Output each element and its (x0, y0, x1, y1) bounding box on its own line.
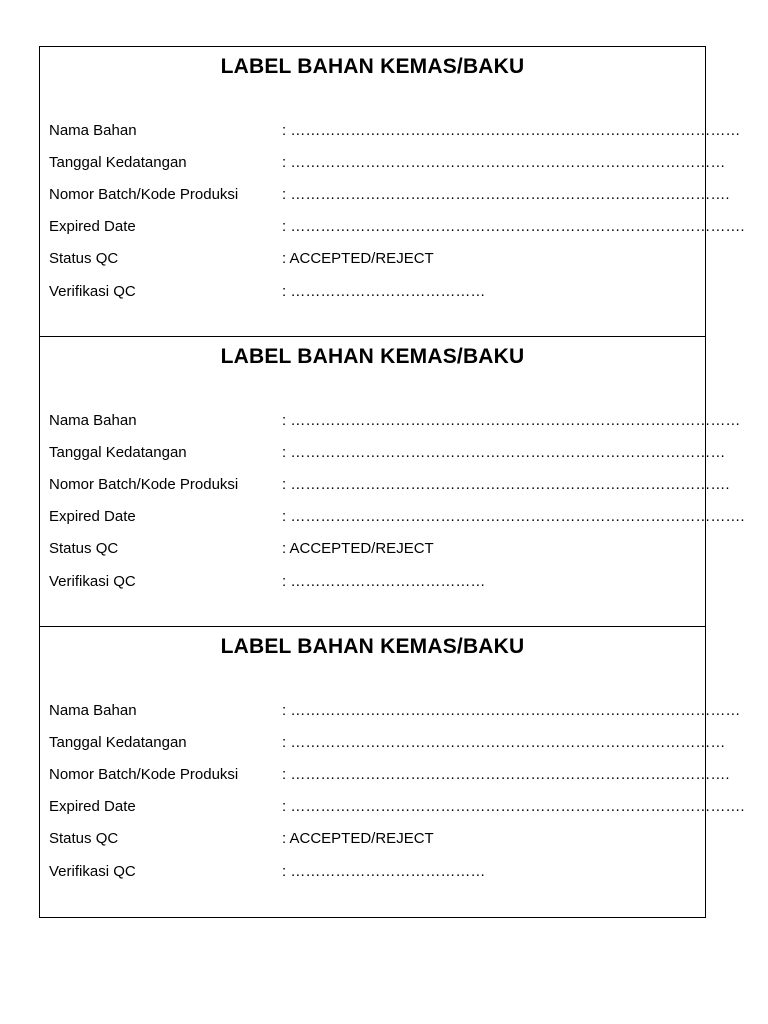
field-label: Status QC (49, 250, 119, 267)
field-label: Status QC (49, 540, 119, 557)
field-label: Status QC (49, 830, 119, 847)
field-label: Nomor Batch/Kode Produksi (49, 766, 239, 783)
field-value: : ACCEPTED/REJECT (282, 250, 434, 267)
field-label: Nama Bahan (49, 122, 137, 139)
field-row-tanggal-kedatangan (49, 442, 726, 464)
field-value: : ……………………………………………………………………………… (282, 122, 741, 139)
field-value: : ………………………………… (282, 283, 486, 300)
label-title: LABEL BAHAN KEMAS/BAKU (220, 635, 525, 658)
field-label: Nama Bahan (49, 702, 137, 719)
field-value: : ACCEPTED/REJECT (282, 830, 434, 847)
field-label: Verifikasi QC (49, 573, 136, 590)
field-label: Expired Date (49, 218, 136, 235)
field-row-tanggal-kedatangan (49, 152, 726, 174)
field-row-tanggal-kedatangan (49, 732, 726, 754)
field-value: : ……………………………………………………………………………… (282, 412, 741, 429)
field-row-expired-date (49, 506, 745, 528)
label-card (40, 627, 745, 917)
field-row-verifikasi-qc (49, 571, 695, 593)
field-value: : ……………………………………………………………………………. (282, 186, 730, 203)
field-row-nama-bahan (49, 410, 741, 432)
field-row-nomor-batch (49, 474, 730, 496)
label-card (40, 47, 745, 337)
field-row-status-qc (49, 538, 695, 560)
field-label: Nama Bahan (49, 412, 137, 429)
field-row-verifikasi-qc (49, 861, 695, 883)
field-value: : ……………………………………………………………………………. (282, 766, 730, 783)
field-label: Tanggal Kedatangan (49, 444, 187, 461)
field-value: : ………………………………… (282, 863, 486, 880)
field-label: Tanggal Kedatangan (49, 154, 187, 171)
field-label: Verifikasi QC (49, 863, 136, 880)
label-title: LABEL BAHAN KEMAS/BAKU (220, 55, 525, 78)
field-label: Verifikasi QC (49, 283, 136, 300)
field-row-status-qc (49, 248, 695, 270)
field-label: Nomor Batch/Kode Produksi (49, 476, 239, 493)
field-value: : …………………………………………………………………………… (282, 444, 726, 461)
field-row-expired-date (49, 796, 745, 818)
label-title: LABEL BAHAN KEMAS/BAKU (220, 345, 525, 368)
field-row-expired-date (49, 216, 745, 238)
label-sheet (39, 46, 745, 918)
field-row-nomor-batch (49, 764, 730, 786)
field-label: Expired Date (49, 798, 136, 815)
field-label: Tanggal Kedatangan (49, 734, 187, 751)
field-row-nama-bahan (49, 120, 741, 142)
field-value: : ………………………………………………………………………………. (282, 798, 745, 815)
field-label: Nomor Batch/Kode Produksi (49, 186, 239, 203)
field-row-nama-bahan (49, 700, 741, 722)
field-value: : ……………………………………………………………………………… (282, 702, 741, 719)
field-label: Expired Date (49, 508, 136, 525)
field-value: : ………………………………………………………………………………. (282, 218, 745, 235)
field-value: : ACCEPTED/REJECT (282, 540, 434, 557)
field-value: : …………………………………………………………………………… (282, 154, 726, 171)
field-value: : ………………………………………………………………………………. (282, 508, 745, 525)
field-row-status-qc (49, 828, 695, 850)
field-value: : …………………………………………………………………………… (282, 734, 726, 751)
label-card (40, 337, 745, 627)
field-row-nomor-batch (49, 184, 730, 206)
field-value: : ……………………………………………………………………………. (282, 476, 730, 493)
field-value: : ………………………………… (282, 573, 486, 590)
field-row-verifikasi-qc (49, 281, 695, 303)
